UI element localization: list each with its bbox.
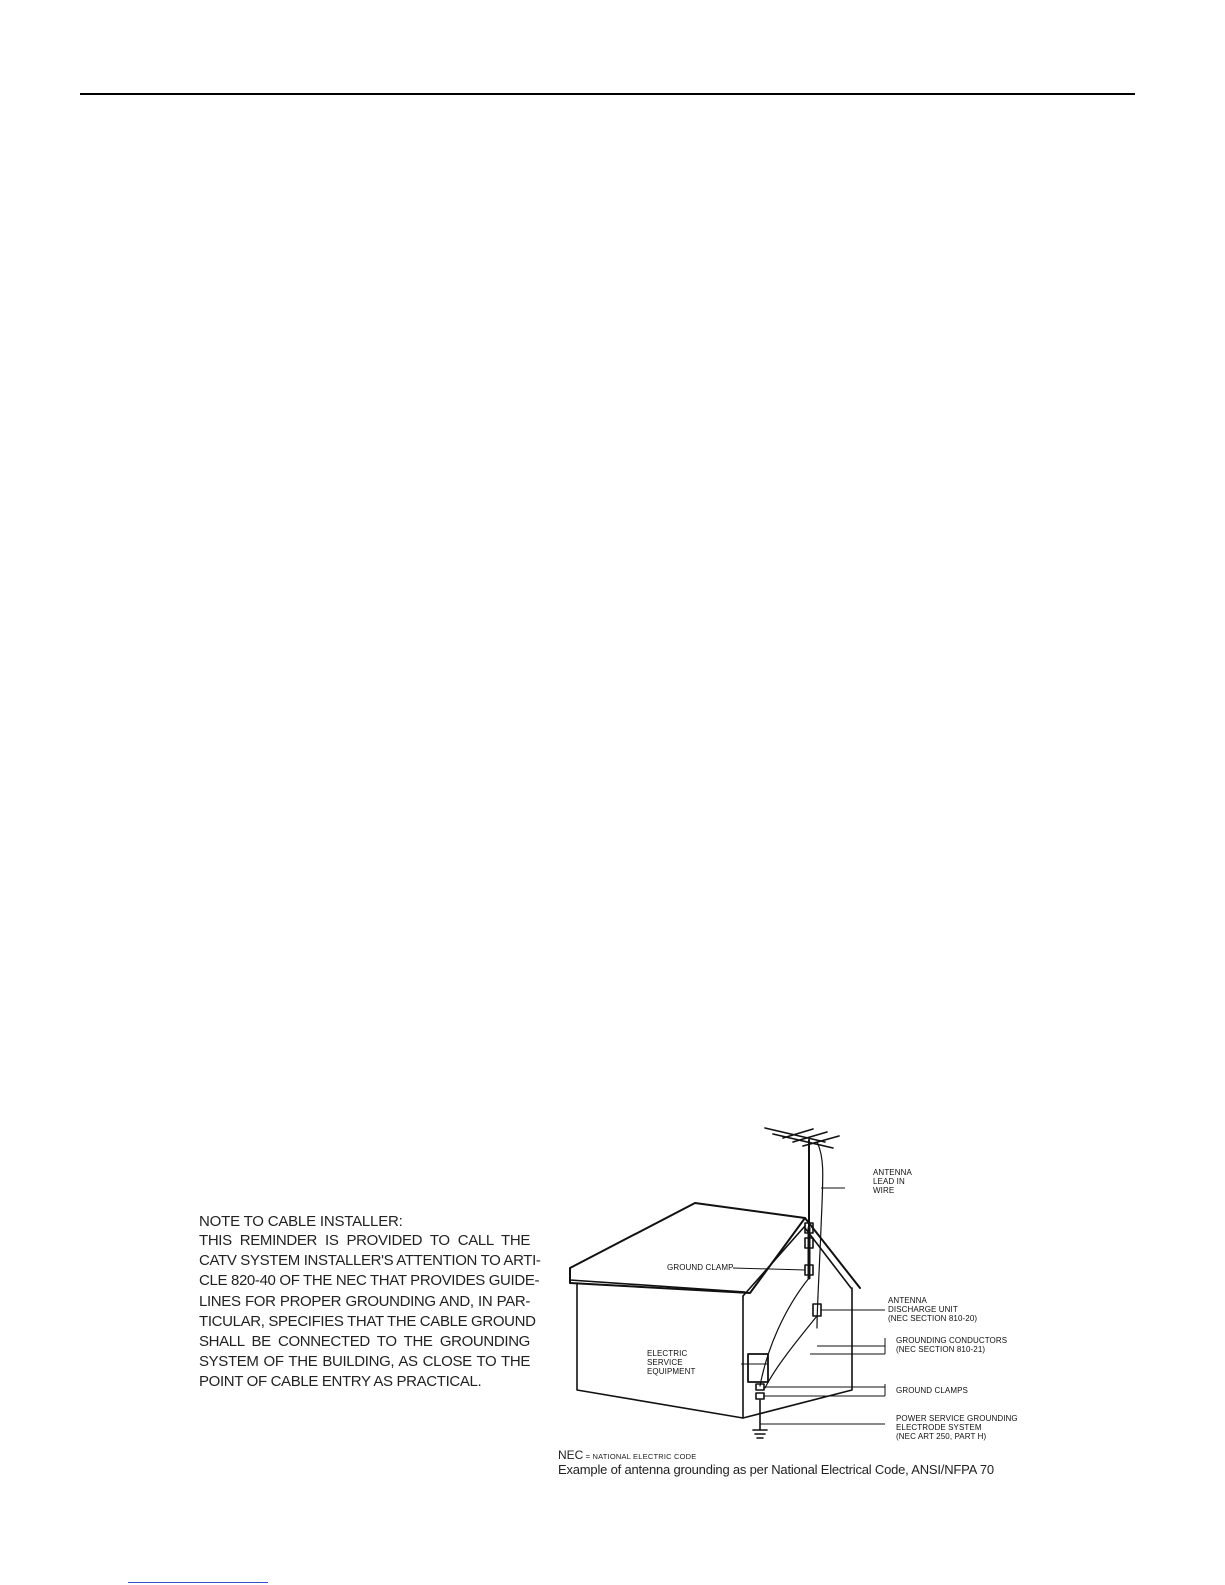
note-line: POINT OF CABLE ENTRY AS PRACTICAL.: [199, 1373, 482, 1391]
label-line: ELECTRODE SYSTEM: [896, 1423, 982, 1432]
note-line: THIS REMINDER IS PROVIDED TO CALL THE: [199, 1232, 530, 1249]
leader-conductors: [810, 1338, 885, 1354]
label-line: POWER SERVICE GROUNDING: [896, 1414, 1018, 1423]
label-line: EQUIPMENT: [647, 1367, 696, 1376]
label-ground-clamp: GROUND CLAMP: [667, 1263, 734, 1272]
label-grounding-conductors: [896, 1336, 1007, 1354]
label-line: DISCHARGE UNIT: [888, 1305, 958, 1314]
note-line: CLE 820-40 OF THE NEC THAT PROVIDES GUIDE-: [199, 1272, 540, 1290]
diagram-caption: Example of antenna grounding as per National Electrical Code, ANSI/NFPA 70: [558, 1462, 994, 1477]
label-line: (NEC SECTION 810-21): [896, 1345, 986, 1354]
label-line: ANTENNA: [888, 1296, 927, 1305]
header-rule: [80, 93, 1135, 95]
label-line: (NEC ART 250, PART H): [896, 1432, 987, 1441]
nec-abbreviation: NEC: [558, 1448, 584, 1462]
nec-full-name: = NATIONAL ELECTRIC CODE: [583, 1452, 697, 1461]
label-line: WIRE: [873, 1186, 895, 1195]
label-antenna-lead-in: [873, 1168, 912, 1195]
house-illustration: [555, 1118, 1025, 1458]
cable-installer-note: [199, 1212, 541, 1393]
note-line: LINES FOR PROPER GROUNDING AND, IN PAR-: [199, 1292, 530, 1310]
label-ground-clamps: GROUND CLAMPS: [896, 1386, 968, 1395]
wall-ground-clamp: [756, 1393, 764, 1399]
note-heading: NOTE TO CABLE INSTALLER:: [199, 1213, 403, 1230]
antenna-grounding-diagram: [555, 1118, 1025, 1458]
note-line: TICULAR, SPECIFIES THAT THE CABLE GROUND: [199, 1312, 536, 1330]
label-discharge-unit: [888, 1296, 977, 1323]
roof: [570, 1203, 805, 1293]
label-line: ELECTRIC: [647, 1349, 688, 1358]
note-body: [199, 1231, 541, 1393]
label-line: LEAD IN: [873, 1177, 905, 1186]
note-line: CATV SYSTEM INSTALLER'S ATTENTION TO ARTI-: [199, 1252, 541, 1270]
label-electric-service: [647, 1349, 695, 1376]
label-line: GROUNDING CONDUCTORS: [896, 1336, 1008, 1345]
label-line: ANTENNA: [873, 1168, 912, 1177]
label-line: SERVICE: [647, 1358, 683, 1367]
gable-wall-edge: [743, 1226, 805, 1296]
label-line: (NEC SECTION 810-20): [888, 1314, 978, 1323]
label-power-grounding: [896, 1414, 1018, 1441]
roof-gable-edge: [805, 1218, 860, 1288]
note-line: SYSTEM OF THE BUILDING, AS CLOSE TO THE: [199, 1353, 530, 1371]
grounding-conductor: [765, 1316, 817, 1388]
electric-service-box: [748, 1354, 768, 1382]
footer-link-underline: [128, 1582, 268, 1583]
leader-ground-clamps: [764, 1384, 885, 1396]
roof-gable-inner: [805, 1228, 851, 1288]
note-line: SHALL BE CONNECTED TO THE GROUNDING: [199, 1333, 530, 1351]
